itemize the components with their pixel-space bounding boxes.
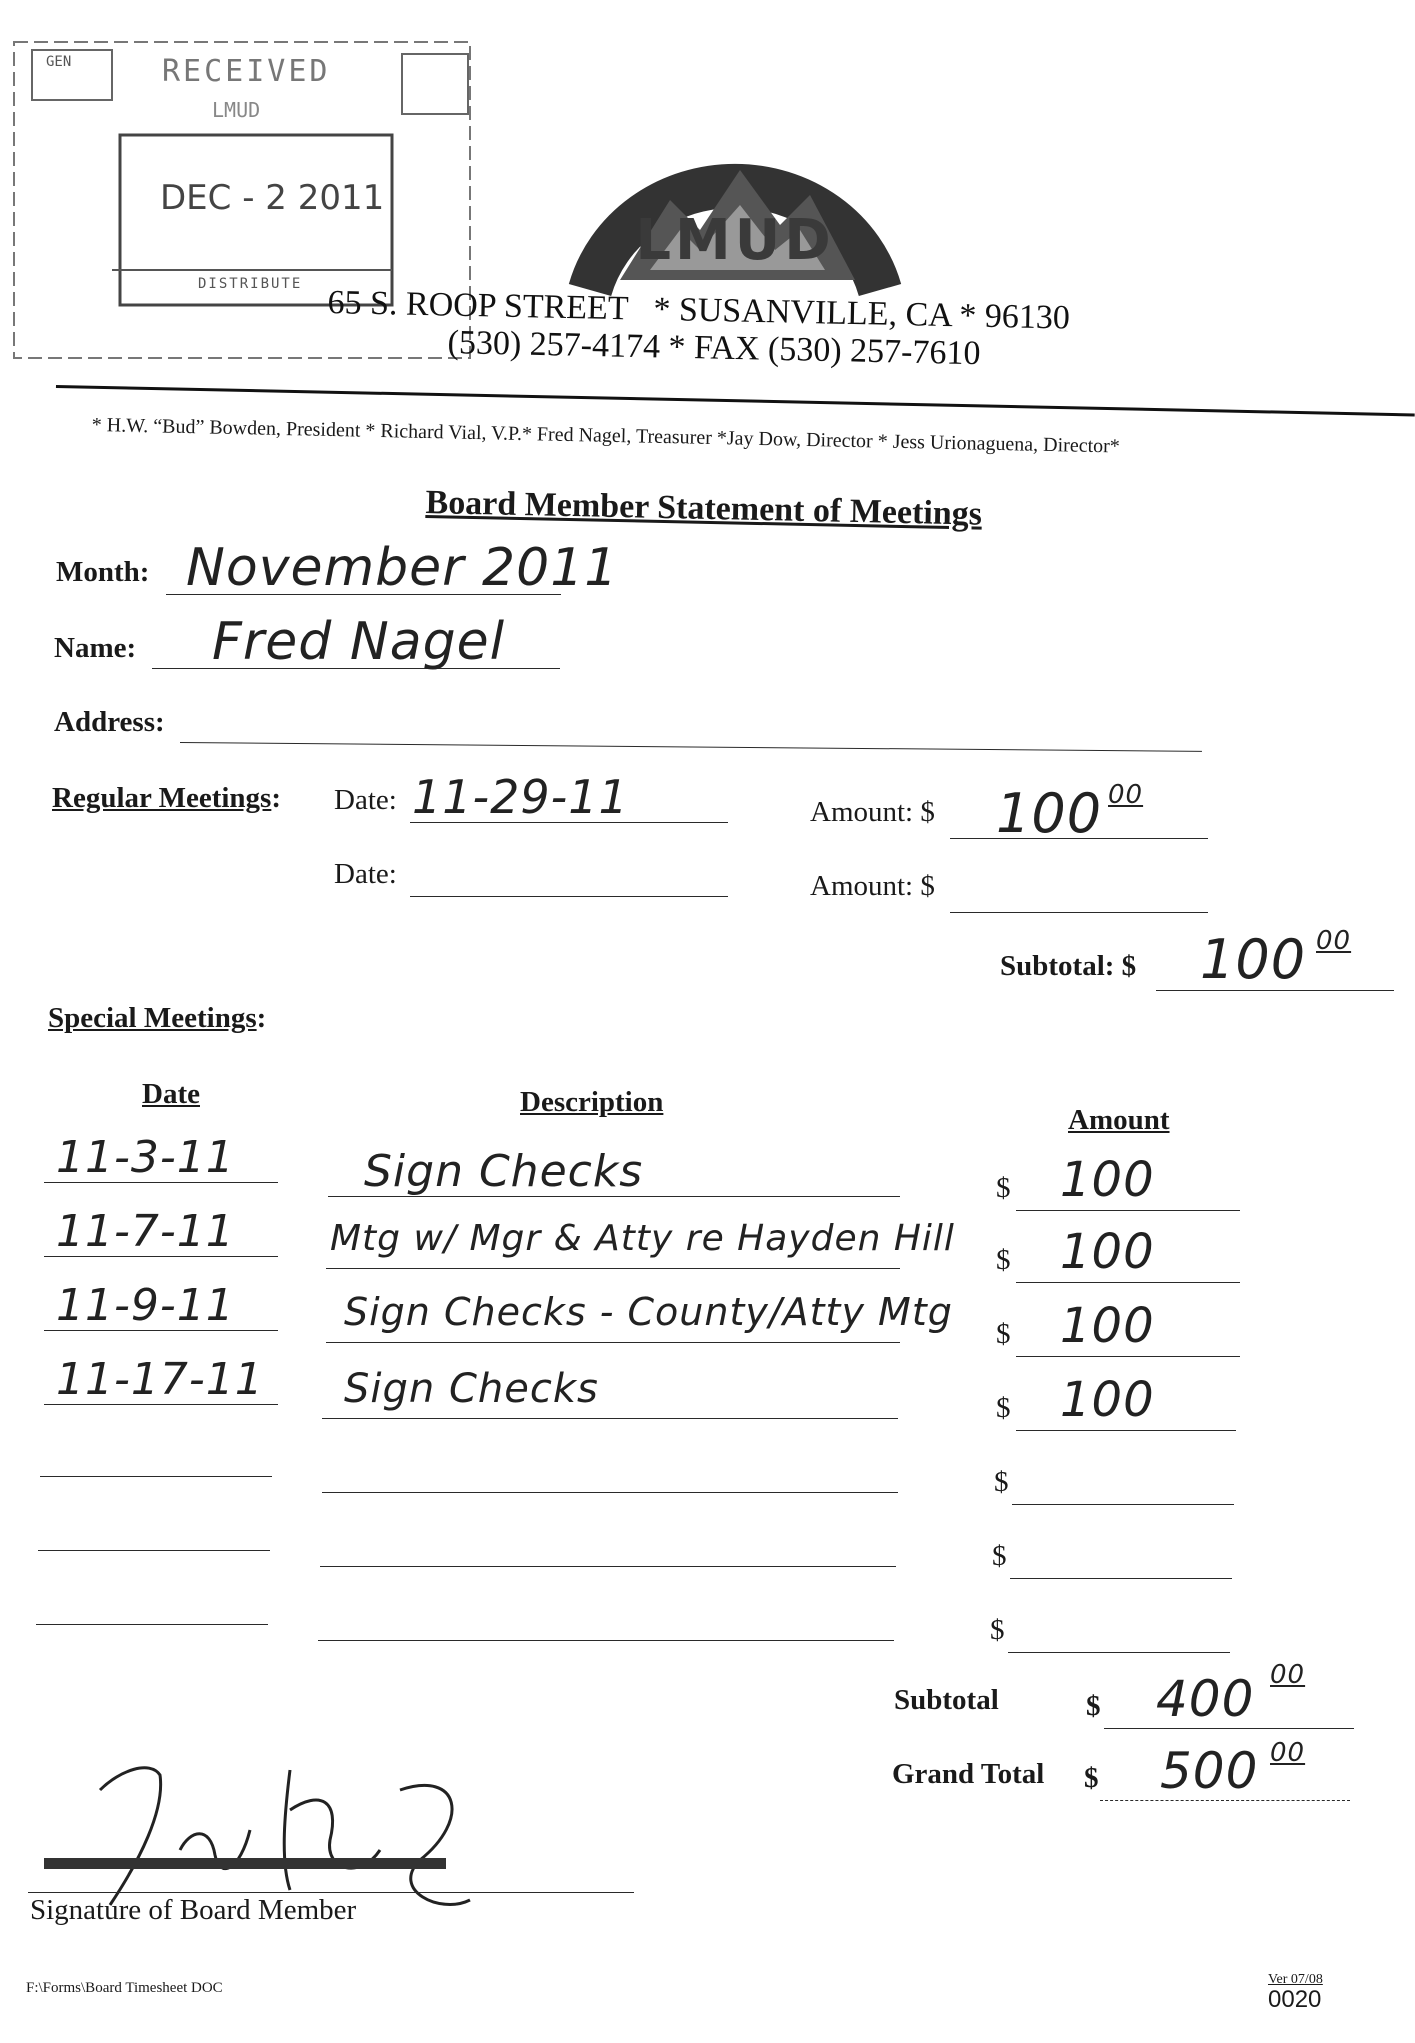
regular-date-label-2: Date: xyxy=(334,858,397,890)
special-date-value[interactable]: 11-3-11 xyxy=(56,1132,235,1183)
special-meetings-label xyxy=(48,1002,266,1035)
special-amount-line[interactable] xyxy=(1012,1504,1234,1505)
special-amount-value[interactable]: 100 xyxy=(1060,1298,1155,1354)
special-date-line[interactable] xyxy=(38,1550,270,1551)
special-dollar-sign: $ xyxy=(996,1392,1011,1424)
special-description-line xyxy=(326,1342,900,1343)
special-description-line[interactable] xyxy=(320,1566,896,1567)
name-label: Name: xyxy=(54,632,137,664)
special-description-value[interactable]: Sign Checks xyxy=(344,1366,599,1412)
special-amount-line xyxy=(1016,1430,1236,1431)
stamp-date: DEC - 2 2011 xyxy=(160,178,385,218)
address-line: 65 S. ROOP STREET * SUSANVILLE, CA * 96130 xyxy=(327,284,1071,337)
special-description-value[interactable]: Mtg w/ Mgr & Atty re Hayden Hill xyxy=(330,1218,955,1259)
special-description-line[interactable] xyxy=(322,1492,898,1493)
special-amount-line xyxy=(1016,1282,1240,1283)
page-number: 0020 xyxy=(1268,1986,1322,2013)
special-description-value[interactable]: Sign Checks xyxy=(364,1146,644,1197)
form-title: Board Member Statement of Meetings xyxy=(425,484,983,533)
special-date-line[interactable] xyxy=(40,1476,272,1477)
col-description-header: Description xyxy=(520,1086,664,1118)
subtotal-line xyxy=(1104,1728,1354,1729)
subtotal-value[interactable]: 400 xyxy=(1156,1670,1255,1728)
stamp-distribute: DISTRIBUTE xyxy=(198,276,303,292)
regular-amount-value-1[interactable]: 100 xyxy=(996,782,1103,845)
special-amount-line xyxy=(1016,1356,1240,1357)
logo-text: LASSEN MUNICIPAL UTILITY DISTRICT xyxy=(598,116,872,131)
grand-total-dollar: $ xyxy=(1084,1762,1099,1794)
regular-subtotal-cents: 00 xyxy=(1316,926,1352,956)
special-dollar-sign: $ xyxy=(996,1172,1011,1204)
grand-total-label: Grand Total xyxy=(892,1758,1045,1790)
regular-date-line-2[interactable] xyxy=(410,896,728,897)
month-label: Month: xyxy=(56,556,150,588)
special-amount-value[interactable]: 100 xyxy=(1060,1152,1155,1208)
name-value[interactable]: Fred Nagel xyxy=(212,612,506,672)
subtotal-cents: 00 xyxy=(1270,1660,1306,1690)
special-amount-line[interactable] xyxy=(1010,1578,1232,1579)
header-rule xyxy=(56,385,1415,416)
special-dollar-sign: $ xyxy=(996,1244,1011,1276)
regular-meetings-colon: : xyxy=(271,782,282,814)
subtotal-dollar: $ xyxy=(1086,1690,1101,1722)
special-amount-line[interactable] xyxy=(1008,1652,1230,1653)
regular-amount-cents-1: 00 xyxy=(1108,780,1144,810)
regular-date-label-1: Date: xyxy=(334,784,397,816)
special-amount-line xyxy=(1016,1210,1240,1211)
regular-date-value-1[interactable]: 11-29-11 xyxy=(412,770,629,824)
special-description-line[interactable] xyxy=(318,1640,894,1641)
regular-meetings-text: Regular Meetings xyxy=(52,782,272,814)
subtotal-label: Subtotal xyxy=(894,1684,999,1716)
special-amount-value[interactable]: 100 xyxy=(1060,1224,1155,1280)
address-label: Address: xyxy=(54,706,165,738)
special-dollar-sign: $ xyxy=(990,1614,1005,1646)
special-date-value[interactable]: 11-7-11 xyxy=(56,1206,235,1257)
phone-line: (530) 257-4174 * FAX (530) 257-7610 xyxy=(447,324,981,373)
special-meetings-colon: : xyxy=(256,1002,267,1034)
regular-amount-label-2: Amount: $ xyxy=(810,870,935,902)
stamp-title: RECEIVED xyxy=(162,54,331,89)
board-members-line: * H.W. “Bud” Bowden, President * Richard Vial, V.P.* Fred Nagel, Treasurer *Jay Dow, Director * Jess Urionaguena, Director* xyxy=(91,414,1121,458)
month-value[interactable]: November 2011 xyxy=(186,538,619,598)
regular-amount-label-1: Amount: $ xyxy=(810,796,935,828)
signature-label: Signature of Board Member xyxy=(30,1894,357,1926)
col-amount-header: Amount xyxy=(1068,1104,1170,1136)
special-description-line xyxy=(326,1268,900,1269)
special-dollar-sign: $ xyxy=(994,1466,1009,1498)
special-date-value[interactable]: 11-9-11 xyxy=(56,1280,235,1331)
regular-subtotal-label: Subtotal: $ xyxy=(1000,950,1137,982)
version-label: Ver 07/08 xyxy=(1268,1972,1323,1987)
special-dollar-sign: $ xyxy=(992,1540,1007,1572)
special-description-line xyxy=(322,1418,898,1419)
regular-subtotal-value[interactable]: 100 xyxy=(1200,928,1307,991)
regular-meetings-label xyxy=(52,782,281,815)
special-date-line[interactable] xyxy=(36,1624,268,1625)
special-amount-value[interactable]: 100 xyxy=(1060,1372,1155,1428)
col-date-header: Date xyxy=(142,1078,200,1110)
address-field-line[interactable] xyxy=(180,742,1202,752)
stamp-sub: LMUD xyxy=(212,98,261,122)
district-logo xyxy=(560,110,910,300)
special-date-value[interactable]: 11-17-11 xyxy=(56,1354,264,1405)
regular-amount-line-2[interactable] xyxy=(950,912,1208,913)
special-description-value[interactable]: Sign Checks - County/Atty Mtg xyxy=(344,1290,953,1334)
special-meetings-text: Special Meetings xyxy=(48,1002,257,1034)
special-dollar-sign: $ xyxy=(996,1318,1011,1350)
stamp-corner-label: GEN xyxy=(46,54,72,70)
signature-line[interactable] xyxy=(28,1892,634,1893)
grand-total-value[interactable]: 500 xyxy=(1160,1742,1259,1800)
grand-total-line xyxy=(1100,1800,1350,1801)
signature-strike-bar xyxy=(44,1858,446,1869)
logo-monogram: LMUD xyxy=(635,207,835,273)
file-path: F:\Forms\Board Timesheet DOC xyxy=(26,1980,223,1996)
grand-total-cents: 00 xyxy=(1270,1738,1306,1768)
